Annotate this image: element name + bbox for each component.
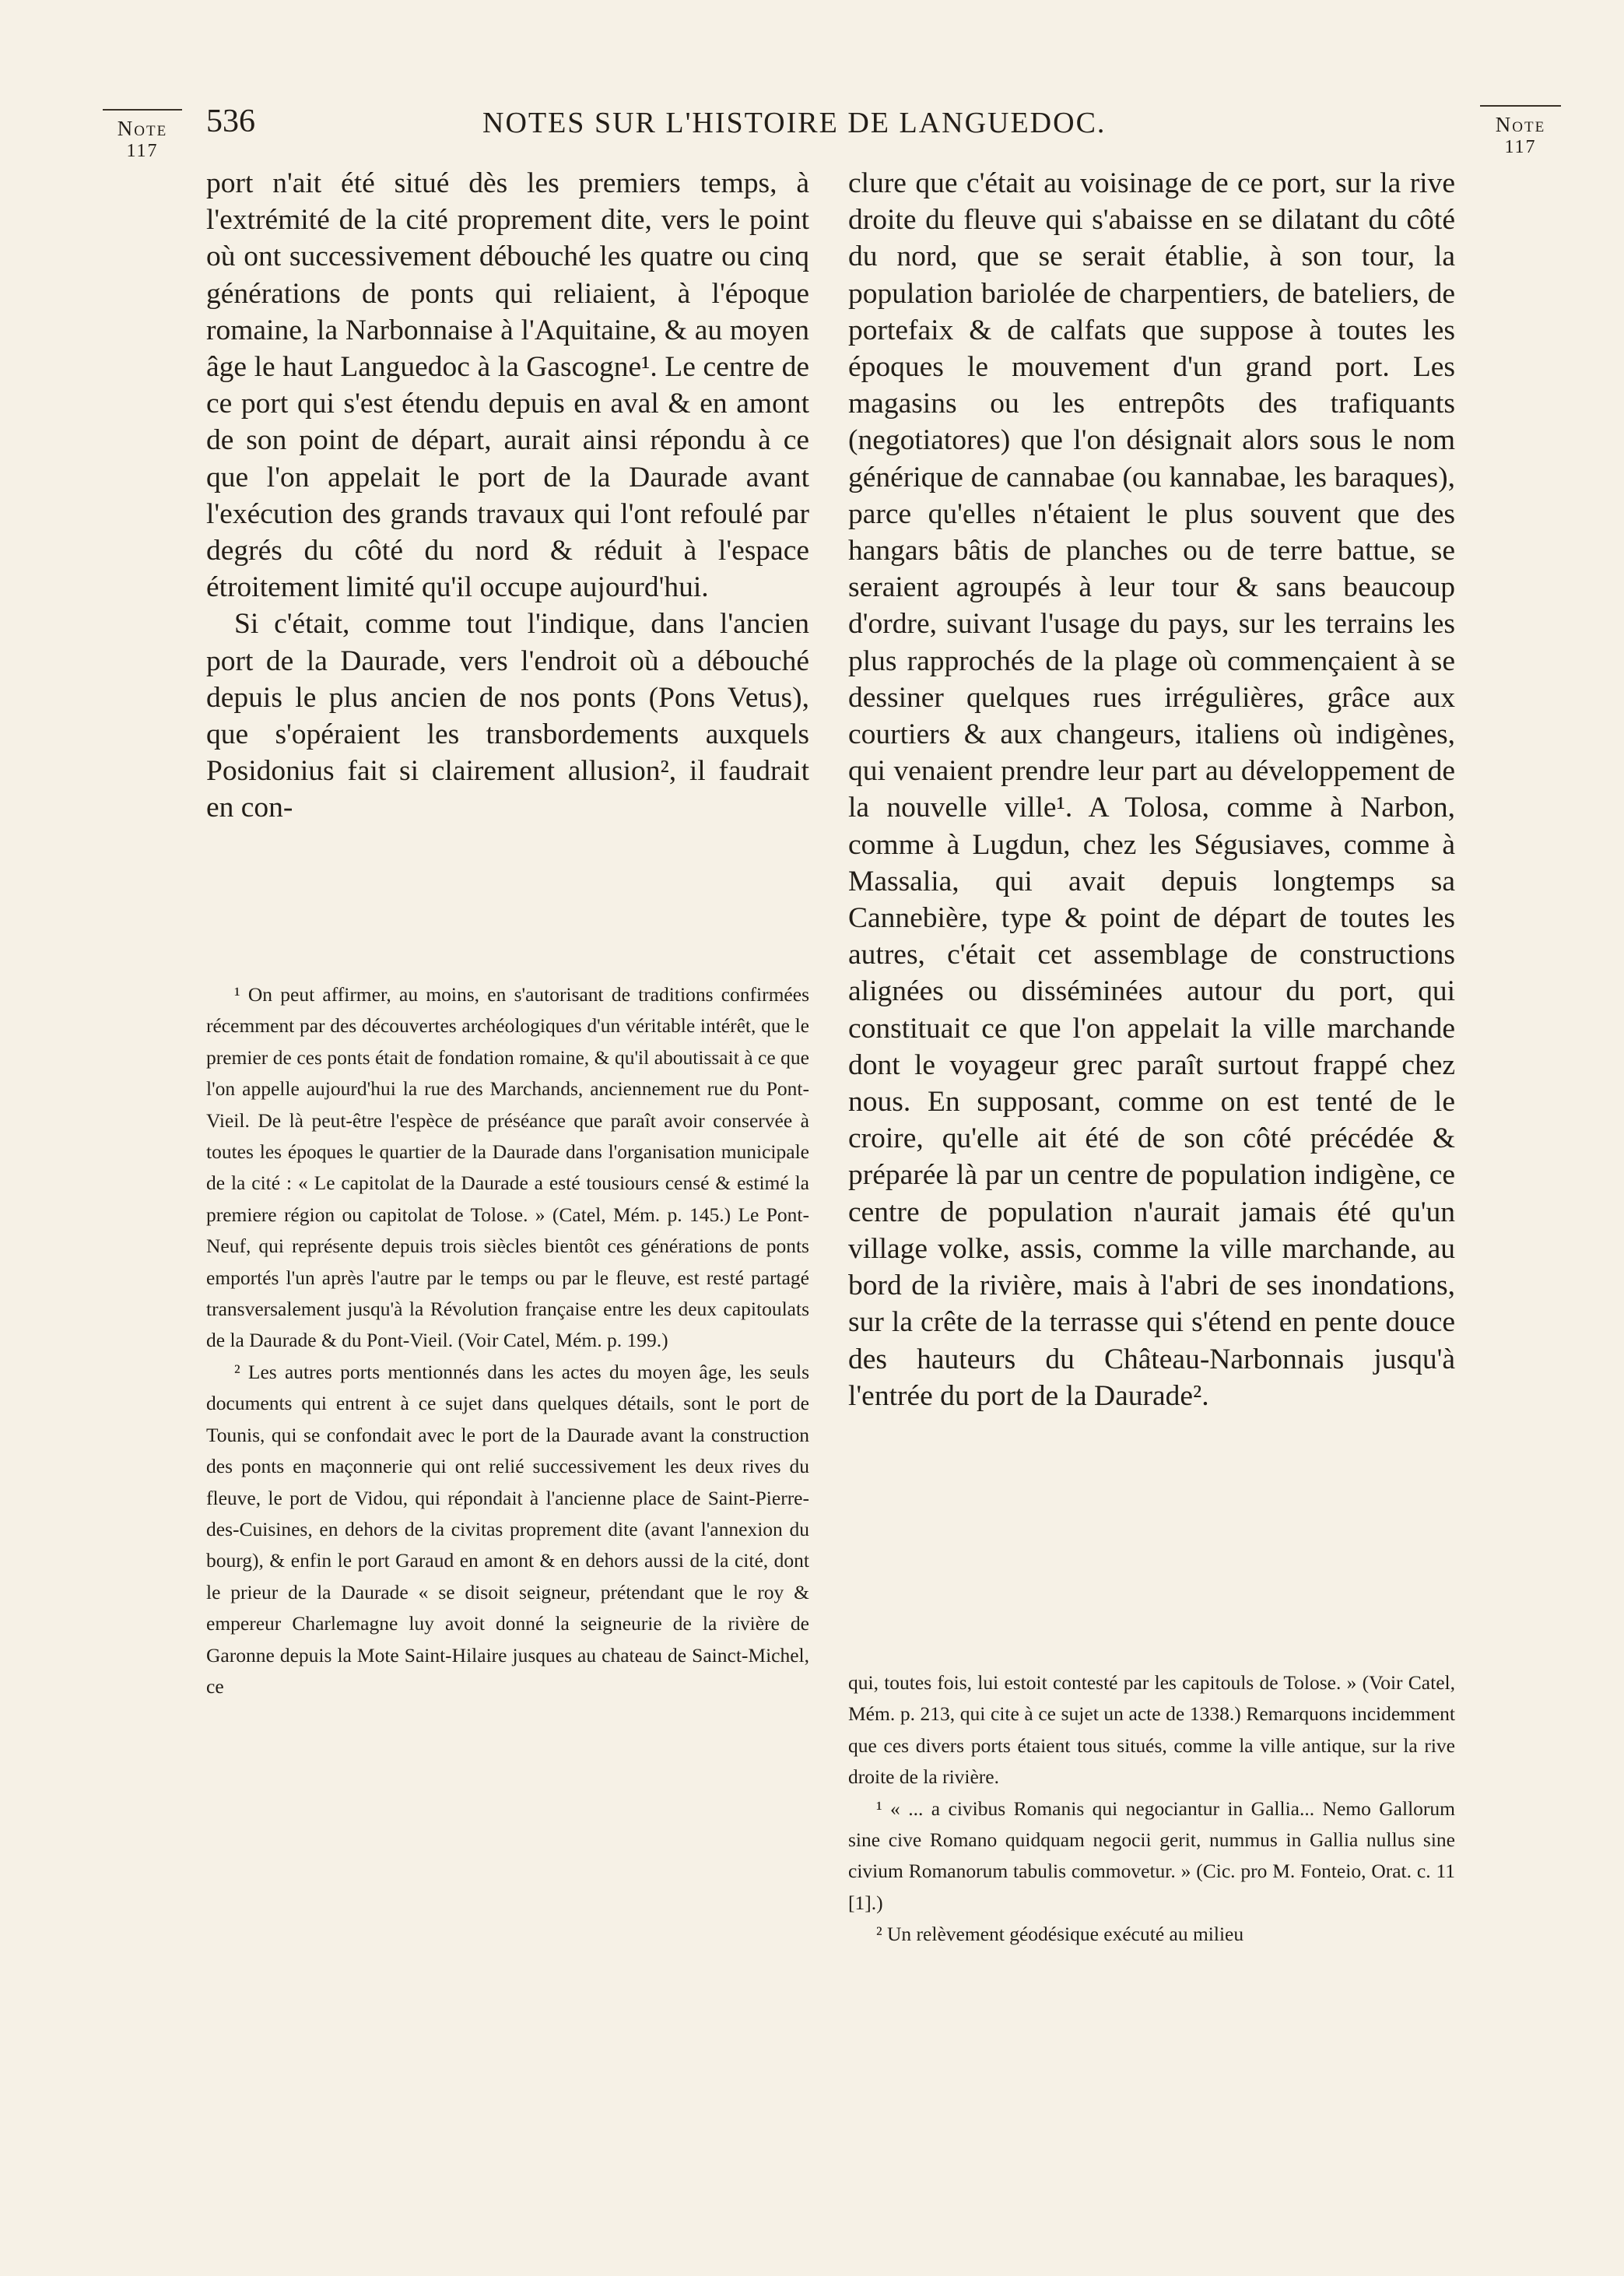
footnote: qui, toutes fois, lui estoit contesté par les capitouls de Tolose. » (Voir Catel, Mém. p. 213, qui cite à ce sujet un acte de 1338.) Remarquons incidemment que ces divers ports étaient tous situés, comme la ville antique, sur la rive droite de la rivière. xyxy=(848,1671,1455,1789)
footnote: ² Un relèvement géodésique exécuté au milieu xyxy=(876,1923,1244,1946)
left-column xyxy=(206,165,809,827)
right-column xyxy=(848,165,1455,1414)
body-paragraph: port n'ait été situé dès les premiers temps, à l'extrémité de la cité proprement dite, vers le point où ont successivement débouché les quatre ou cinq générations de ponts qui reliaient, à l'époque romaine, la Narbonnaise à l'Aquitaine, & au moyen âge le haut Languedoc à la Gascogne¹. Le centre de ce port qui s'est étendu depuis en aval & en amont de son point de départ, aurait ainsi répondu à ce que l'on appelait le port de la Daurade avant l'exécution des grands travaux qui l'ont refoulé par degrés du côté du nord & réduit à l'espace étroitement limité qu'il occupe aujourd'hui. xyxy=(206,167,809,604)
margin-note-right xyxy=(1480,105,1561,159)
footnote: ² Les autres ports mentionnés dans les actes du moyen âge, les seuls documents qui entrent à ce sujet dans quelques détails, sont le port de Tounis, qui se confondait avec le port de la Daurade avant la construction des ponts en maçonnerie qui ont relié successivement les deux rives du fleuve, le port de Vidou, qui répondait à l'ancienne place de Saint-Pierre-des-Cuisines, en dehors de la civitas proprement dite (avant l'annexion du bourg), & enfin le port Garaud en amont & en dehors aussi de la cité, dont le prieur de la Daurade « se disoit seigneur, prétendant que le roy & empereur Charlemagne luy avoit donné la seigneurie de la rivière de Garonne depuis la Mote Saint-Hilaire jusques au chateau de Sainct-Michel, ce xyxy=(206,1360,809,1698)
left-footnotes xyxy=(206,979,809,1702)
margin-note-number: 117 xyxy=(126,141,159,162)
margin-note-left xyxy=(103,109,182,163)
footnote: ¹ On peut affirmer, au moins, en s'autorisant de traditions confirmées récemment par des découvertes archéologiques d'un véritable intérêt, que le premier de ces ponts était de fondation romaine, & qu'il aboutissait à ce que l'on appelle aujourd'hui la rue des Marchands, anciennement rue du Pont-Vieil. De là peut-être l'espèce de préséance que paraît avoir conservée à toutes les époques le quartier de la Daurade dans l'organisation municipale de la cité : « Le capitolat de la Daurade a esté tousiours censé & estimé la premiere région ou capitolat de Tolose. » (Catel, Mém. p. 145.) Le Pont-Neuf, qui représente depuis trois siècles bientôt ces générations de ponts emportés l'un après l'autre par le temps ou par le fleuve, est resté partagé transversalement jusqu'à la Révolution française entre les deux capitoulats de la Daurade & du Pont-Vieil. (Voir Catel, Mém. p. 199.) xyxy=(206,983,809,1352)
margin-rule xyxy=(103,109,182,111)
margin-note-label: Note xyxy=(117,117,168,140)
margin-note-label: Note xyxy=(1495,113,1546,136)
right-footnotes xyxy=(848,1667,1455,1951)
body-paragraph: clure que c'était au voisinage de ce port, sur la rive droite du fleuve qui s'abaisse en se dilatant du côté du nord, que se serait établie, à son tour, la population bariolée de charpentiers, de bateliers, de portefaix & de calfats que suppose à toutes les époques le mouvement d'un grand port. Les magasins ou les entrepôts des trafiquants (negotiatores) que l'on désignait alors sous le nom générique de cannabae (ou kannabae, les baraques), parce qu'elles n'étaient le plus souvent que des hangars bâtis de planches ou de terre battue, se seraient agroupés à leur tour & sans beaucoup d'ordre, suivant l'usage du pays, sur les terrains les plus rapprochés de la plage où commençaient à se dessiner quelques rues irrégulières, grâce aux courtiers & aux changeurs, italiens où indigènes, qui venaient prendre leur part au développement de la nouvelle ville¹. A Tolosa, comme à Narbon, comme à Lugdun, chez les Ségusiaves, comme à Massalia, qui avait depuis longtemps sa Cannebière, type & point de départ de toutes les autres, c'était cet assemblage de constructions alignées ou disséminées autour du port, qui constituait ce que l'on appelait la ville marchande dont le voyageur grec paraît surtout frappé chez nous. En supposant, comme on est tenté de le croire, qu'elle ait été de son côté précédée & préparée là par un centre de population indigène, ce centre de population n'aurait jamais été qu'un village volke, assis, comme la ville marchande, au bord de la rivière, mais à l'abri de ses inondations, sur la crête de la terrasse qui s'étend en pente douce des hauteurs du Château-Narbonnais jusqu'à l'entrée du port de la Daurade². xyxy=(848,167,1455,1412)
running-head: NOTES SUR L'HISTOIRE DE LANGUEDOC. xyxy=(482,107,1107,139)
body-paragraph: Si c'était, comme tout l'indique, dans l'ancien port de la Daurade, vers l'endroit où a débouché depuis le plus ancien de nos ponts (Pons Vetus), que s'opéraient les transbordements auxquels Posidonius fait si clairement allusion², il faudrait en con- xyxy=(206,608,809,824)
footnote: ¹ « ... a civibus Romanis qui negociantur in Gallia... Nemo Gallorum sine cive Romano quidquam negocii gerit, nummus in Gallia nullus sine civium Romanorum tabulis commovetur. » (Cic. pro M. Fonteio, Orat. c. 11 [1].) xyxy=(848,1797,1455,1914)
margin-note-number: 117 xyxy=(1504,137,1537,158)
margin-rule xyxy=(1480,105,1561,107)
page-number: 536 xyxy=(206,104,255,139)
